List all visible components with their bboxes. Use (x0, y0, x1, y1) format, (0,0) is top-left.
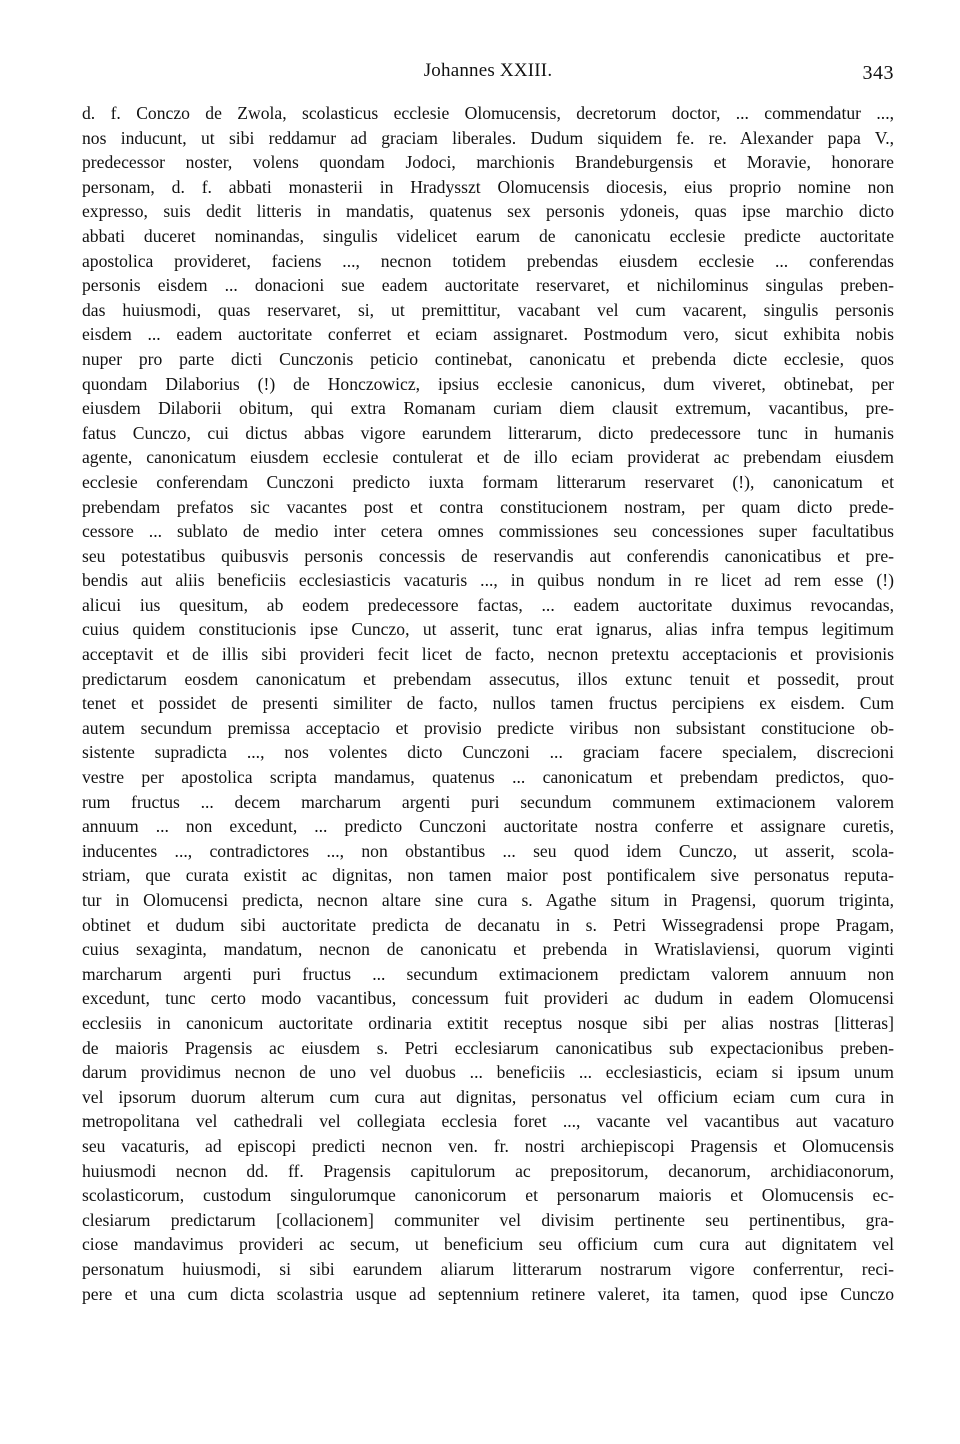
text-line: quondam Dilaborius (!) de Honczowicz, ipsius ecclesie canonicus, dum viveret, obtinebat, per (82, 373, 894, 394)
text-line: annuum ... non excedunt, ... predicto Cunczoni auctoritate nostra conferre et assignare curetis, (82, 816, 894, 837)
text-line: obtinet et dudum sibi auctoritate predicta de decanatu in s. Petri Wissegradensi prope Pragam, (82, 914, 894, 935)
text-line: d. f. Conczo de Zwola, scolasticus ecclesie Olomucensis, decretorum doctor, ... commendatur ..., (82, 103, 894, 123)
text-line: acceptavit et de illis sibi provideri fecit licet de facto, necnon pretextu acceptacionis et provisionis (82, 644, 894, 665)
text-line: marcharum argenti puri fructus ... secundum extimacionem predictam valorem annuum non (82, 963, 894, 984)
text-line: ciose mandavimus provideri ac secum, ut beneficium seu officium cum cura aut dignitatem vel (82, 1234, 894, 1255)
text-line: predictarum eosdem canonicatum et prebendam assecutus, illos extunc tenuit et possedit, prout (82, 668, 894, 689)
text-line: apostolica provideret, faciens ..., necnon totidem prebendas eiusdem ecclesie ... conferendas (82, 250, 894, 271)
text-line: rum fructus ... decem marcharum argenti puri secundum communem extimacionem valorem (82, 791, 894, 812)
text-line: nuper pro parte dicti Cunczonis peticio continebat, canonicatu et prebenda dicte ecclesie, quos (82, 348, 894, 369)
text-line: seu vacaturis, ad episcopi predicti necnon ven. fr. nostri archiepiscopi Pragensis et Olomucensis (82, 1135, 894, 1156)
text-line: abbati duceret nominandas, singulis videlicet earum de canonicatu ecclesie predicte auctoritate (82, 225, 894, 246)
text-line: metropolitana vel cathedrali vel collegiata ecclesia foret ..., vacante vel vacantibus aut vacaturo (82, 1111, 894, 1132)
text-line: cessore ... sublato de medio inter cetera omnes commissiones seu concessiones super facultatibus (82, 521, 894, 542)
text-line: clesiarum predictarum [collacionem] communiter vel divisim pertinente seu pertinentibus, gra- (82, 1209, 894, 1230)
text-line: agente, canonicatum eiusdem ecclesie contulerat et de illo eciam providerat ac prebendam eiusdem (82, 447, 894, 468)
text-line: personam, d. f. abbati monasterii in Hradysszt Olomucensis diocesis, eius proprio nomine non (82, 176, 894, 197)
text-line: fatus Cunczo, cui dictus abbas vigore earundem litterarum, dicto predecessore tunc in humanis (82, 422, 894, 443)
text-line: tenet et possidet de presenti similiter de facto, nullos tamen fructus percipiens ex eisdem. Cum (82, 693, 894, 714)
text-line: huiusmodi necnon dd. ff. Pragensis capitulorum ac prepositorum, decanorum, archidiaconorum, (82, 1160, 894, 1181)
text-line: cuius sexaginta, mandatum, necnon de canonicatu et prebenda in Wratislaviensi, quorum viginti (82, 939, 894, 960)
running-head (82, 60, 894, 90)
text-line: expresso, suis dedit litteris in mandatis, quatenus sex personis ydoneis, quas ipse marchio dicto (82, 201, 894, 222)
text-line: seu potestatibus quibusvis personis concessis de reservandis aut conferendis canonicatibus et pre- (82, 545, 894, 566)
text-line: autem secundum premissa acceptacio et provisio predicte viribus non subsistant constitucione ob- (82, 717, 894, 738)
text-line: vestre per apostolica scripta mandamus, quatenus ... canonicatum et prebendam predictos, quo- (82, 767, 894, 788)
text-line: eiusdem Dilaborii obitum, qui extra Romanam curiam diem clausit extremum, vacantibus, pre- (82, 398, 894, 419)
page-number: 343 (862, 62, 894, 84)
text-line: ecclesiis in canonicum auctoritate ordinaria extitit receptus nosque sibi per alias nostras [litteras] (82, 1012, 894, 1033)
text-line: prebendam prefatos sic vacantes post et contra constitucionem nostram, per quam dicto prede- (82, 496, 894, 517)
text-line: cuius quidem constitucionis ipse Cunczo, ut asserit, tunc erat ignarus, alias infra tempus legitimum (82, 619, 894, 640)
text-line: scolasticorum, custodum singulorumque canonicorum et personarum maioris et Olomucensis ec- (82, 1185, 894, 1206)
text-line: personatum huiusmodi, si sibi earundem aliarum litterarum nostrarum vigore conferrentur, reci- (82, 1258, 894, 1279)
text-line: nos inducunt, ut sibi reddamur ad graciam liberales. Dudum siquidem fe. re. Alexander papa V., (82, 127, 894, 148)
text-line: striam, que curata existit ac dignitas, non tamen maior post pontificalem sive personatus reputa- (82, 865, 894, 886)
text-line: excedunt, tunc certo modo vacantibus, concessum fuit provideri ac dudum in eadem Olomucensi (82, 988, 894, 1009)
text-line: pere et una cum dicta scolastria usque ad septennium retinere valeret, ita tamen, quod ipse Cunczo (82, 1283, 894, 1304)
text-line: darum providimus necnon de uno vel duobus ... beneficiis ... ecclesiasticis, eciam si ipsum unum (82, 1062, 894, 1083)
text-line: alicui ius quesitum, ab eodem predecessore factas, ... eadem auctoritate duximus revocandas, (82, 594, 894, 615)
text-line: bendis aut aliis beneficiis ecclesiasticis vacaturis ..., in quibus nondum in re licet ad rem esse (!) (82, 570, 894, 591)
text-line: predecessor noster, volens quondam Jodoci, marchionis Brandeburgensis et Moravie, honorare (82, 152, 894, 173)
text-line: eisdem ... eadem auctoritate conferret et eciam assignaret. Postmodum vero, sicut exhibita nobis (82, 324, 894, 345)
body-text (82, 101, 894, 1306)
text-line: inducentes ..., contradictores ..., non obstantibus ... seu quod idem Cunczo, ut asserit, scola- (82, 840, 894, 861)
text-line: das huiusmodi, quas reservaret, si, ut premittitur, vacabant vel cum vacarent, singulis personis (82, 299, 894, 320)
running-title: Johannes XXIII. (423, 60, 553, 81)
text-line: tur in Olomucensi predicta, necnon altare sine cura s. Agathe situm in Pragensi, quorum triginta, (82, 890, 894, 910)
text-line: ecclesie conferendam Cunczoni predicto iuxta formam litterarum reservaret (!), canonicatum et (82, 471, 894, 492)
text-line: de maioris Pragensis ac eiusdem s. Petri ecclesiarum canonicatibus sub expectacionibus preben- (82, 1037, 894, 1058)
text-line: vel ipsorum duorum alterum cum cura aut dignitas, personatus vel officium eciam cum cura in (82, 1086, 894, 1107)
text-line: sistente supradicta ..., nos volentes dicto Cunczoni ... graciam facere specialem, discrecioni (82, 742, 894, 763)
text-line: personis eisdem ... donacioni sue eadem auctoritate reservaret, et nichilominus singulas preben- (82, 275, 894, 296)
